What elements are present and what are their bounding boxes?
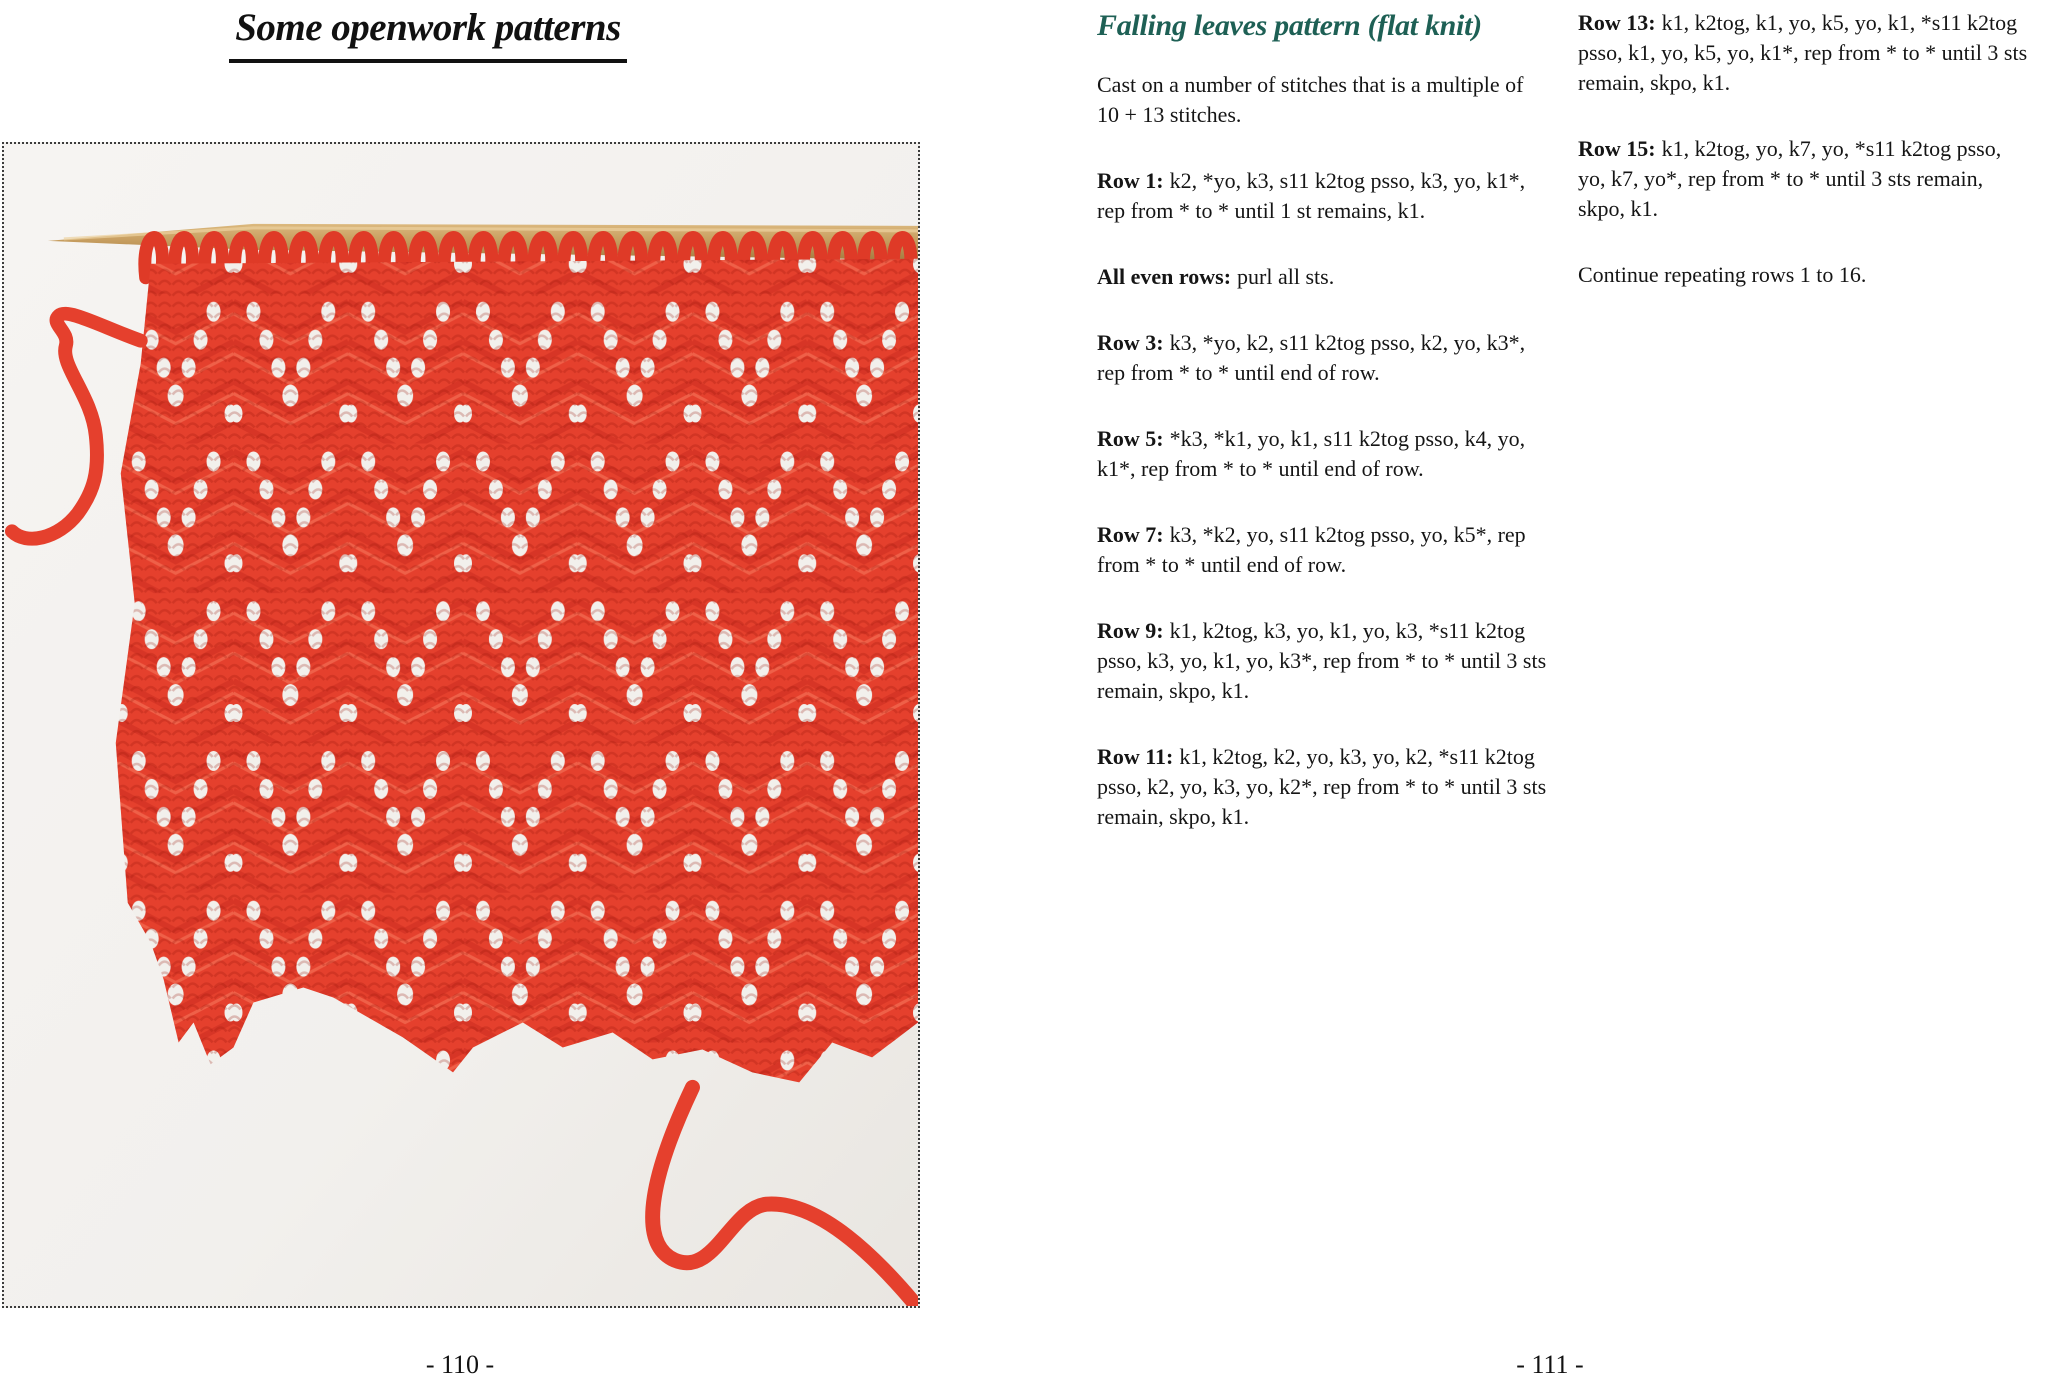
pattern-row-3 [1097,328,1547,388]
row-text: *k3, *k1, yo, k1, s11 k2tog psso, k4, yo, k1*, rep from * to * until end of row. [1097,426,1526,481]
pattern-row-11 [1097,742,1547,832]
pattern-row-13 [1578,8,2033,98]
knitting-photo [2,142,920,1308]
pattern-row-5 [1097,424,1547,484]
row-text: k1, k2tog, k2, yo, k3, yo, k2, *s11 k2tog psso, k2, yo, k3, yo, k2*, rep from * to * until 3 sts remain, skpo, k1. [1097,744,1547,829]
pattern-closing-note: Continue repeating rows 1 to 16. [1578,262,1867,287]
row-label: All even rows: [1097,264,1232,289]
pattern-column-2 [1578,8,2033,326]
page-number-left: - 110 - [425,1350,495,1379]
row-text: k2, *yo, k3, s11 k2tog psso, k3, yo, k1*, rep from * to * until 1 st remains, k1. [1097,168,1526,223]
row-text: purl all sts. [1237,264,1335,289]
row-text: k1, k2tog, k1, yo, k5, yo, k1, *s11 k2tog psso, k1, yo, k5, yo, k1*, rep from * to * until 3 sts remain, skpo, k1. [1578,10,2028,95]
pattern-row-9 [1097,616,1547,706]
left-page-header [0,6,856,63]
row-label: Row 3: [1097,330,1164,355]
pattern-intro: Cast on a number of stitches that is a multiple of 10 + 13 stitches. [1097,72,1524,127]
row-label: Row 13: [1578,10,1656,35]
row-label: Row 7: [1097,522,1164,547]
knit-swatch [116,259,918,1083]
row-text: k3, *yo, k2, s11 k2tog psso, k2, yo, k3*, rep from * to * until end of row. [1097,330,1526,385]
row-label: Row 15: [1578,136,1656,161]
row-text: k1, k2tog, yo, k7, yo, *s11 k2tog psso, yo, k7, yo*, rep from * to * until 3 sts remain, skpo, k1. [1578,136,2002,221]
row-text: k3, *k2, yo, s11 k2tog psso, yo, k5*, rep from * to * until end of row. [1097,522,1526,577]
row-label: Row 5: [1097,426,1164,451]
page-title: Some openwork patterns [229,6,627,63]
row-label: Row 9: [1097,618,1164,643]
pattern-column-1 [1097,8,1547,868]
pattern-row-7 [1097,520,1547,580]
pattern-row-1 [1097,166,1547,226]
pattern-heading: Falling leaves pattern (flat knit) [1097,9,1482,42]
pattern-row-15 [1578,134,2033,224]
pattern-row-even [1097,262,1547,292]
page-number-right: - 111 - [1516,1350,1584,1379]
row-text: k1, k2tog, k3, yo, k1, yo, k3, *s11 k2tog psso, k3, yo, k1, yo, k3*, rep from * to * until 3 sts remain, skpo, k1. [1097,618,1547,703]
knitting-photo-art [4,144,918,1306]
row-label: Row 11: [1097,744,1174,769]
row-label: Row 1: [1097,168,1164,193]
